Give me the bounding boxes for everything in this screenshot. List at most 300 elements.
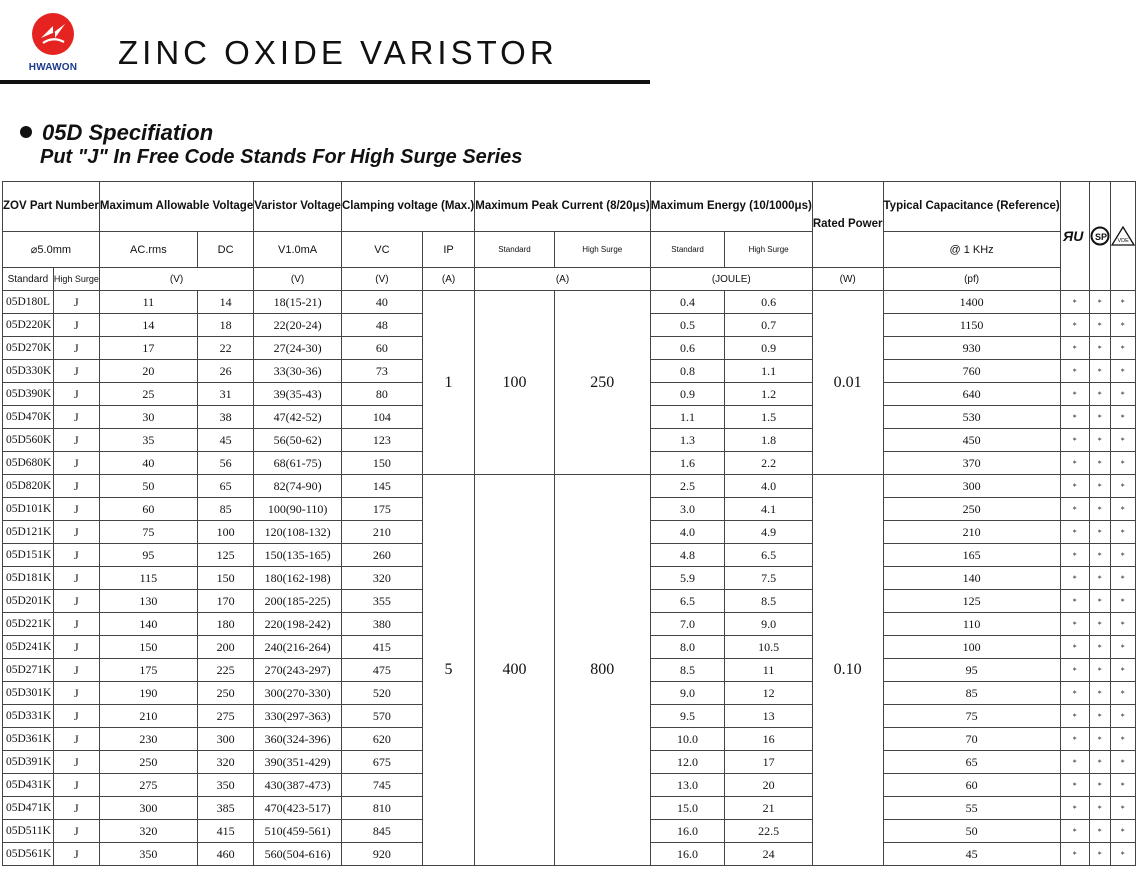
cell-peak-current-standard: 400 bbox=[475, 475, 555, 866]
cell-varistor-voltage: 270(243-297) bbox=[254, 659, 342, 682]
cell-vde-mark: * bbox=[1110, 659, 1135, 682]
spec-subtitle: Put "J" In Free Code Stands For High Surge Series bbox=[40, 146, 523, 168]
cell-csa-mark: * bbox=[1089, 636, 1110, 659]
cell-part-number: 05D301K bbox=[3, 682, 54, 705]
cell-dc: 26 bbox=[197, 360, 253, 383]
cell-ul-mark: * bbox=[1060, 314, 1089, 337]
cell-dc: 225 bbox=[197, 659, 253, 682]
cell-energy-standard: 16.0 bbox=[650, 820, 725, 843]
cell-ac-rms: 190 bbox=[99, 682, 197, 705]
cell-vde-mark: * bbox=[1110, 613, 1135, 636]
cell-high-surge: J bbox=[53, 429, 99, 452]
cell-clamping-voltage: 150 bbox=[341, 452, 422, 475]
cell-capacitance: 530 bbox=[883, 406, 1060, 429]
cell-varistor-voltage: 360(324-396) bbox=[254, 728, 342, 751]
cell-ul-mark: * bbox=[1060, 590, 1089, 613]
cell-ac-rms: 40 bbox=[99, 452, 197, 475]
cell-csa-mark: * bbox=[1089, 705, 1110, 728]
cell-clamping-voltage: 570 bbox=[341, 705, 422, 728]
cell-energy-high-surge: 0.9 bbox=[725, 337, 812, 360]
csa-icon bbox=[1090, 226, 1110, 246]
header-max-energy: Maximum Energy (10/1000μs) bbox=[650, 182, 812, 232]
cell-capacitance: 45 bbox=[883, 843, 1060, 866]
cell-varistor-voltage: 330(297-363) bbox=[254, 705, 342, 728]
cell-capacitance: 65 bbox=[883, 751, 1060, 774]
cell-ul-mark: * bbox=[1060, 475, 1089, 498]
cell-vde-mark: * bbox=[1110, 751, 1135, 774]
cell-vde-mark: * bbox=[1110, 843, 1135, 866]
header-vc: VC bbox=[341, 232, 422, 268]
cell-dc: 250 bbox=[197, 682, 253, 705]
csa-cell bbox=[1089, 182, 1110, 291]
cell-high-surge: J bbox=[53, 360, 99, 383]
cell-ul-mark: * bbox=[1060, 567, 1089, 590]
cell-capacitance: 640 bbox=[883, 383, 1060, 406]
cell-varistor-voltage: 510(459-561) bbox=[254, 820, 342, 843]
cell-peak-current-high-surge: 250 bbox=[554, 291, 650, 475]
cell-ac-rms: 75 bbox=[99, 521, 197, 544]
cell-clamping-voltage: 620 bbox=[341, 728, 422, 751]
spec-title-text: 05D Specifiation bbox=[42, 120, 214, 145]
cell-capacitance: 100 bbox=[883, 636, 1060, 659]
cell-clamping-voltage: 520 bbox=[341, 682, 422, 705]
header-max-allowable-voltage: Maximum Allowable Voltage bbox=[99, 182, 253, 232]
cell-ac-rms: 50 bbox=[99, 475, 197, 498]
cell-part-number: 05D121K bbox=[3, 521, 54, 544]
cell-dc: 415 bbox=[197, 820, 253, 843]
cell-high-surge: J bbox=[53, 291, 99, 314]
cell-csa-mark: * bbox=[1089, 820, 1110, 843]
cell-csa-mark: * bbox=[1089, 337, 1110, 360]
cell-high-surge: J bbox=[53, 452, 99, 475]
cell-ul-mark: * bbox=[1060, 360, 1089, 383]
cell-vde-mark: * bbox=[1110, 682, 1135, 705]
cell-energy-standard: 5.9 bbox=[650, 567, 725, 590]
ul-recognized-icon bbox=[1061, 227, 1089, 245]
cell-dc: 65 bbox=[197, 475, 253, 498]
cell-ac-rms: 300 bbox=[99, 797, 197, 820]
cell-ac-rms: 60 bbox=[99, 498, 197, 521]
cell-high-surge: J bbox=[53, 314, 99, 337]
cell-energy-standard: 0.6 bbox=[650, 337, 725, 360]
cell-high-surge: J bbox=[53, 820, 99, 843]
header-v1ma: V1.0mA bbox=[254, 232, 342, 268]
cell-energy-high-surge: 12 bbox=[725, 682, 812, 705]
cell-energy-high-surge: 4.0 bbox=[725, 475, 812, 498]
page-title: ZINC OXIDE VARISTOR bbox=[118, 34, 558, 71]
cell-ac-rms: 320 bbox=[99, 820, 197, 843]
cell-energy-high-surge: 13 bbox=[725, 705, 812, 728]
cell-clamping-voltage: 210 bbox=[341, 521, 422, 544]
table-row bbox=[3, 291, 1136, 314]
cell-vde-mark: * bbox=[1110, 774, 1135, 797]
cell-clamping-voltage: 80 bbox=[341, 383, 422, 406]
cell-csa-mark: * bbox=[1089, 797, 1110, 820]
cell-ac-rms: 30 bbox=[99, 406, 197, 429]
cell-ul-mark: * bbox=[1060, 406, 1089, 429]
cell-energy-high-surge: 22.5 bbox=[725, 820, 812, 843]
cell-ul-mark: * bbox=[1060, 429, 1089, 452]
header-rule bbox=[0, 80, 650, 84]
cell-csa-mark: * bbox=[1089, 728, 1110, 751]
cell-capacitance: 250 bbox=[883, 498, 1060, 521]
header-varistor-voltage: Varistor Voltage bbox=[254, 182, 342, 232]
cell-peak-current-standard: 100 bbox=[475, 291, 555, 475]
cell-dc: 350 bbox=[197, 774, 253, 797]
cell-capacitance: 110 bbox=[883, 613, 1060, 636]
cell-csa-mark: * bbox=[1089, 843, 1110, 866]
vde-icon bbox=[1111, 226, 1135, 246]
cell-energy-standard: 16.0 bbox=[650, 843, 725, 866]
cell-high-surge: J bbox=[53, 383, 99, 406]
cell-energy-standard: 2.5 bbox=[650, 475, 725, 498]
cell-csa-mark: * bbox=[1089, 682, 1110, 705]
cell-energy-standard: 0.5 bbox=[650, 314, 725, 337]
cell-ul-mark: * bbox=[1060, 659, 1089, 682]
cell-dc: 56 bbox=[197, 452, 253, 475]
spec-title bbox=[20, 120, 213, 146]
cell-dc: 38 bbox=[197, 406, 253, 429]
cell-high-surge: J bbox=[53, 613, 99, 636]
cell-dc: 22 bbox=[197, 337, 253, 360]
cell-part-number: 05D560K bbox=[3, 429, 54, 452]
cell-csa-mark: * bbox=[1089, 774, 1110, 797]
cell-varistor-voltage: 33(30-36) bbox=[254, 360, 342, 383]
cell-high-surge: J bbox=[53, 636, 99, 659]
unit-rated-power: (W) bbox=[812, 268, 883, 291]
cell-csa-mark: * bbox=[1089, 751, 1110, 774]
cell-clamping-voltage: 810 bbox=[341, 797, 422, 820]
cell-ac-rms: 275 bbox=[99, 774, 197, 797]
cell-high-surge: J bbox=[53, 728, 99, 751]
header-dc: DC bbox=[197, 232, 253, 268]
cell-rated-power: 0.10 bbox=[812, 475, 883, 866]
cell-clamping-voltage: 320 bbox=[341, 567, 422, 590]
svg-text:ЯU: ЯU bbox=[1062, 228, 1084, 244]
cell-energy-high-surge: 20 bbox=[725, 774, 812, 797]
header-pc-high-surge: High Surge bbox=[554, 232, 650, 268]
cell-energy-high-surge: 6.5 bbox=[725, 544, 812, 567]
cell-varistor-voltage: 22(20-24) bbox=[254, 314, 342, 337]
cell-vde-mark: * bbox=[1110, 728, 1135, 751]
cell-capacitance: 760 bbox=[883, 360, 1060, 383]
cell-varistor-voltage: 560(504-616) bbox=[254, 843, 342, 866]
cell-energy-standard: 8.5 bbox=[650, 659, 725, 682]
cell-csa-mark: * bbox=[1089, 406, 1110, 429]
cell-varistor-voltage: 390(351-429) bbox=[254, 751, 342, 774]
cell-vde-mark: * bbox=[1110, 797, 1135, 820]
header-ip: IP bbox=[422, 232, 474, 268]
header-ac-rms: AC.rms bbox=[99, 232, 197, 268]
cell-energy-high-surge: 21 bbox=[725, 797, 812, 820]
cell-varistor-voltage: 180(162-198) bbox=[254, 567, 342, 590]
header-en-standard: Standard bbox=[650, 232, 725, 268]
cell-dc: 170 bbox=[197, 590, 253, 613]
cell-high-surge: J bbox=[53, 797, 99, 820]
unit-peak-current: (A) bbox=[475, 268, 651, 291]
cell-high-surge: J bbox=[53, 843, 99, 866]
cell-part-number: 05D471K bbox=[3, 797, 54, 820]
cell-clamping-voltage: 123 bbox=[341, 429, 422, 452]
cell-varistor-voltage: 18(15-21) bbox=[254, 291, 342, 314]
cell-part-number: 05D680K bbox=[3, 452, 54, 475]
cell-vde-mark: * bbox=[1110, 636, 1135, 659]
header-peak-current: Maximum Peak Current (8/20μs) bbox=[475, 182, 651, 232]
cell-ul-mark: * bbox=[1060, 774, 1089, 797]
cell-dc: 45 bbox=[197, 429, 253, 452]
cell-high-surge: J bbox=[53, 475, 99, 498]
header-clamping-voltage: Clamping voltage (Max.) bbox=[341, 182, 474, 232]
header bbox=[0, 0, 650, 84]
cell-vde-mark: * bbox=[1110, 360, 1135, 383]
cell-ul-mark: * bbox=[1060, 843, 1089, 866]
cell-part-number: 05D820K bbox=[3, 475, 54, 498]
cell-high-surge: J bbox=[53, 774, 99, 797]
cell-peak-current-high-surge: 800 bbox=[554, 475, 650, 866]
cell-vde-mark: * bbox=[1110, 314, 1135, 337]
cell-energy-standard: 8.0 bbox=[650, 636, 725, 659]
spec-table bbox=[2, 181, 1136, 866]
cell-varistor-voltage: 200(185-225) bbox=[254, 590, 342, 613]
cell-dc: 100 bbox=[197, 521, 253, 544]
cell-csa-mark: * bbox=[1089, 314, 1110, 337]
cell-energy-high-surge: 2.2 bbox=[725, 452, 812, 475]
cell-energy-standard: 1.3 bbox=[650, 429, 725, 452]
cell-clamping-voltage: 175 bbox=[341, 498, 422, 521]
cell-varistor-voltage: 47(42-52) bbox=[254, 406, 342, 429]
cell-energy-high-surge: 1.1 bbox=[725, 360, 812, 383]
cell-high-surge: J bbox=[53, 544, 99, 567]
cell-ac-rms: 11 bbox=[99, 291, 197, 314]
cell-ac-rms: 95 bbox=[99, 544, 197, 567]
cell-high-surge: J bbox=[53, 751, 99, 774]
vde-cell bbox=[1110, 182, 1135, 291]
cell-dc: 385 bbox=[197, 797, 253, 820]
cell-ul-mark: * bbox=[1060, 797, 1089, 820]
cell-capacitance: 1400 bbox=[883, 291, 1060, 314]
cell-clamping-voltage: 475 bbox=[341, 659, 422, 682]
cell-part-number: 05D101K bbox=[3, 498, 54, 521]
cell-clamping-voltage: 73 bbox=[341, 360, 422, 383]
cell-vde-mark: * bbox=[1110, 429, 1135, 452]
cell-csa-mark: * bbox=[1089, 383, 1110, 406]
svg-text:VDE: VDE bbox=[1117, 238, 1129, 244]
cell-energy-high-surge: 1.5 bbox=[725, 406, 812, 429]
cell-high-surge: J bbox=[53, 406, 99, 429]
cell-ac-rms: 115 bbox=[99, 567, 197, 590]
header-at-1khz: @ 1 KHz bbox=[883, 232, 1060, 268]
cell-ul-mark: * bbox=[1060, 751, 1089, 774]
cell-energy-high-surge: 4.9 bbox=[725, 521, 812, 544]
cell-energy-standard: 1.1 bbox=[650, 406, 725, 429]
cell-vde-mark: * bbox=[1110, 291, 1135, 314]
cell-dc: 275 bbox=[197, 705, 253, 728]
cell-clamping-voltage: 920 bbox=[341, 843, 422, 866]
cell-dc: 125 bbox=[197, 544, 253, 567]
cell-energy-high-surge: 11 bbox=[725, 659, 812, 682]
cell-csa-mark: * bbox=[1089, 498, 1110, 521]
unit-voltage: (V) bbox=[99, 268, 253, 291]
cell-dc: 18 bbox=[197, 314, 253, 337]
cell-varistor-voltage: 39(35-43) bbox=[254, 383, 342, 406]
header-diameter: ⌀5.0mm bbox=[3, 232, 100, 268]
cell-capacitance: 95 bbox=[883, 659, 1060, 682]
cell-ac-rms: 210 bbox=[99, 705, 197, 728]
cell-capacitance: 450 bbox=[883, 429, 1060, 452]
cell-capacitance: 85 bbox=[883, 682, 1060, 705]
cell-capacitance: 930 bbox=[883, 337, 1060, 360]
cell-ip: 5 bbox=[422, 475, 474, 866]
cell-energy-high-surge: 1.2 bbox=[725, 383, 812, 406]
cell-ul-mark: * bbox=[1060, 498, 1089, 521]
cell-dc: 85 bbox=[197, 498, 253, 521]
cell-vde-mark: * bbox=[1110, 475, 1135, 498]
cell-clamping-voltage: 40 bbox=[341, 291, 422, 314]
cell-vde-mark: * bbox=[1110, 705, 1135, 728]
cell-energy-high-surge: 4.1 bbox=[725, 498, 812, 521]
cell-varistor-voltage: 300(270-330) bbox=[254, 682, 342, 705]
cell-varistor-voltage: 56(50-62) bbox=[254, 429, 342, 452]
cell-vde-mark: * bbox=[1110, 337, 1135, 360]
header-en-high-surge: High Surge bbox=[725, 232, 812, 268]
cell-csa-mark: * bbox=[1089, 429, 1110, 452]
cell-energy-standard: 10.0 bbox=[650, 728, 725, 751]
cell-energy-standard: 3.0 bbox=[650, 498, 725, 521]
cell-varistor-voltage: 82(74-90) bbox=[254, 475, 342, 498]
cell-varistor-voltage: 27(24-30) bbox=[254, 337, 342, 360]
cell-csa-mark: * bbox=[1089, 567, 1110, 590]
cell-high-surge: J bbox=[53, 705, 99, 728]
cell-energy-high-surge: 7.5 bbox=[725, 567, 812, 590]
cell-part-number: 05D220K bbox=[3, 314, 54, 337]
cell-csa-mark: * bbox=[1089, 613, 1110, 636]
cell-energy-high-surge: 17 bbox=[725, 751, 812, 774]
cell-energy-standard: 9.5 bbox=[650, 705, 725, 728]
cell-high-surge: J bbox=[53, 659, 99, 682]
cell-energy-standard: 0.4 bbox=[650, 291, 725, 314]
header-pc-standard: Standard bbox=[475, 232, 555, 268]
cell-energy-high-surge: 16 bbox=[725, 728, 812, 751]
cell-high-surge: J bbox=[53, 567, 99, 590]
cell-energy-standard: 4.8 bbox=[650, 544, 725, 567]
unit-varistor-voltage: (V) bbox=[254, 268, 342, 291]
cell-csa-mark: * bbox=[1089, 659, 1110, 682]
cell-varistor-voltage: 120(108-132) bbox=[254, 521, 342, 544]
cell-csa-mark: * bbox=[1089, 452, 1110, 475]
cell-ul-mark: * bbox=[1060, 613, 1089, 636]
cell-dc: 460 bbox=[197, 843, 253, 866]
cell-energy-standard: 9.0 bbox=[650, 682, 725, 705]
cell-vde-mark: * bbox=[1110, 820, 1135, 843]
cell-energy-high-surge: 10.5 bbox=[725, 636, 812, 659]
header-standard: Standard bbox=[3, 268, 54, 291]
table-row bbox=[3, 475, 1136, 498]
cell-part-number: 05D271K bbox=[3, 659, 54, 682]
cell-capacitance: 50 bbox=[883, 820, 1060, 843]
cell-ac-rms: 175 bbox=[99, 659, 197, 682]
cell-energy-standard: 15.0 bbox=[650, 797, 725, 820]
cell-ac-rms: 350 bbox=[99, 843, 197, 866]
cell-dc: 300 bbox=[197, 728, 253, 751]
cell-capacitance: 210 bbox=[883, 521, 1060, 544]
cell-high-surge: J bbox=[53, 337, 99, 360]
cell-part-number: 05D361K bbox=[3, 728, 54, 751]
cell-csa-mark: * bbox=[1089, 521, 1110, 544]
cell-vde-mark: * bbox=[1110, 498, 1135, 521]
cell-capacitance: 60 bbox=[883, 774, 1060, 797]
cell-high-surge: J bbox=[53, 521, 99, 544]
header-rated-power: Rated Power bbox=[812, 182, 883, 268]
cell-varistor-voltage: 430(387-473) bbox=[254, 774, 342, 797]
cell-csa-mark: * bbox=[1089, 291, 1110, 314]
cell-capacitance: 55 bbox=[883, 797, 1060, 820]
cell-capacitance: 75 bbox=[883, 705, 1060, 728]
cell-part-number: 05D330K bbox=[3, 360, 54, 383]
brand-name: HWAWON bbox=[28, 62, 78, 73]
cell-ul-mark: * bbox=[1060, 452, 1089, 475]
cell-varistor-voltage: 470(423-517) bbox=[254, 797, 342, 820]
cell-dc: 31 bbox=[197, 383, 253, 406]
cell-ip: 1 bbox=[422, 291, 474, 475]
bullet-icon bbox=[20, 126, 32, 138]
cell-dc: 180 bbox=[197, 613, 253, 636]
cell-ac-rms: 230 bbox=[99, 728, 197, 751]
cell-energy-standard: 12.0 bbox=[650, 751, 725, 774]
cell-ul-mark: * bbox=[1060, 820, 1089, 843]
cell-energy-standard: 0.9 bbox=[650, 383, 725, 406]
cell-part-number: 05D151K bbox=[3, 544, 54, 567]
cell-part-number: 05D201K bbox=[3, 590, 54, 613]
cell-varistor-voltage: 240(216-264) bbox=[254, 636, 342, 659]
cell-csa-mark: * bbox=[1089, 544, 1110, 567]
cell-rated-power: 0.01 bbox=[812, 291, 883, 475]
cell-ul-mark: * bbox=[1060, 636, 1089, 659]
cell-energy-high-surge: 0.7 bbox=[725, 314, 812, 337]
cell-vde-mark: * bbox=[1110, 452, 1135, 475]
cell-clamping-voltage: 145 bbox=[341, 475, 422, 498]
cell-clamping-voltage: 355 bbox=[341, 590, 422, 613]
cell-part-number: 05D241K bbox=[3, 636, 54, 659]
cell-capacitance: 165 bbox=[883, 544, 1060, 567]
cell-ul-mark: * bbox=[1060, 291, 1089, 314]
cell-vde-mark: * bbox=[1110, 521, 1135, 544]
cell-energy-standard: 0.8 bbox=[650, 360, 725, 383]
cell-part-number: 05D181K bbox=[3, 567, 54, 590]
unit-energy: (JOULE) bbox=[650, 268, 812, 291]
cell-high-surge: J bbox=[53, 498, 99, 521]
cell-ul-mark: * bbox=[1060, 383, 1089, 406]
cell-part-number: 05D470K bbox=[3, 406, 54, 429]
cell-energy-standard: 6.5 bbox=[650, 590, 725, 613]
cell-clamping-voltage: 104 bbox=[341, 406, 422, 429]
cell-vde-mark: * bbox=[1110, 590, 1135, 613]
cell-high-surge: J bbox=[53, 590, 99, 613]
cell-ul-mark: * bbox=[1060, 521, 1089, 544]
unit-clamping-voltage: (V) bbox=[341, 268, 422, 291]
cell-part-number: 05D431K bbox=[3, 774, 54, 797]
cell-energy-high-surge: 0.6 bbox=[725, 291, 812, 314]
cell-vde-mark: * bbox=[1110, 567, 1135, 590]
cell-csa-mark: * bbox=[1089, 590, 1110, 613]
unit-capacitance: (pf) bbox=[883, 268, 1060, 291]
cell-part-number: 05D390K bbox=[3, 383, 54, 406]
cell-capacitance: 300 bbox=[883, 475, 1060, 498]
svg-text:SP: SP bbox=[1094, 232, 1107, 242]
cell-part-number: 05D270K bbox=[3, 337, 54, 360]
cell-clamping-voltage: 380 bbox=[341, 613, 422, 636]
cell-ac-rms: 25 bbox=[99, 383, 197, 406]
header-capacitance: Typical Capacitance (Reference) bbox=[883, 182, 1060, 232]
